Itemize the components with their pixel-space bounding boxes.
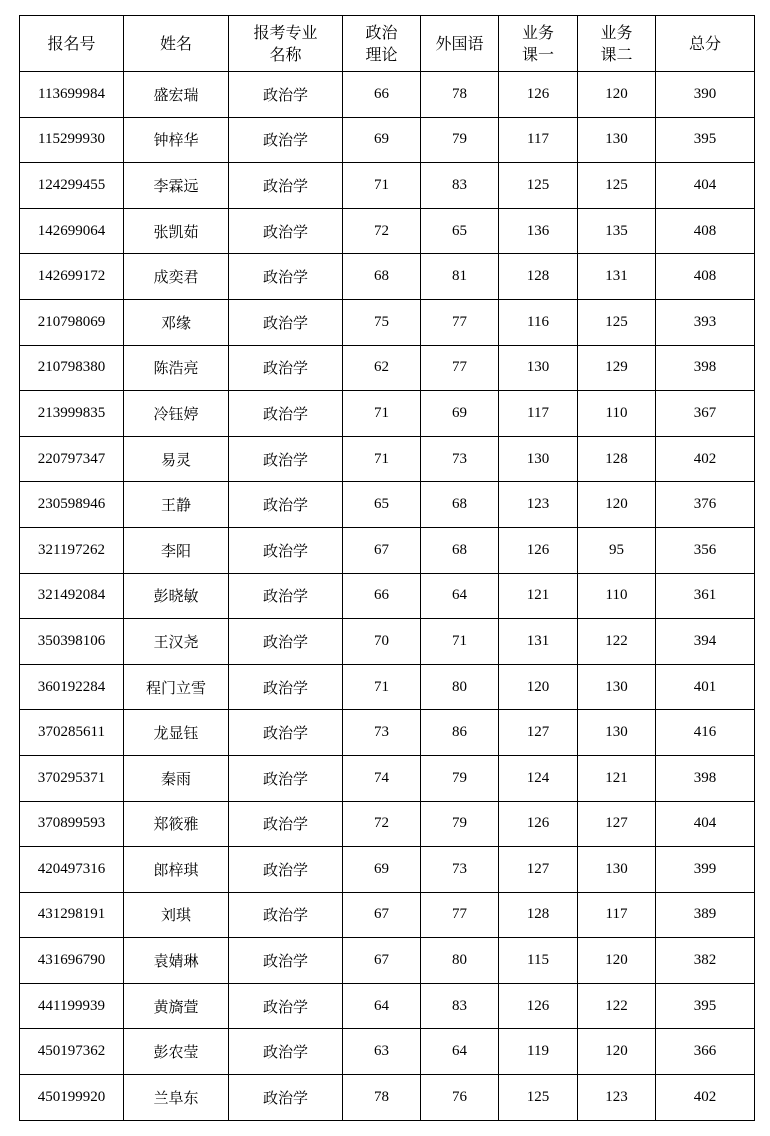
cell-course1: 117 — [499, 391, 578, 437]
cell-course2: 123 — [578, 1075, 656, 1121]
cell-id: 220797347 — [20, 436, 124, 482]
cell-total: 389 — [656, 892, 755, 938]
cell-id: 370295371 — [20, 755, 124, 801]
cell-total: 401 — [656, 664, 755, 710]
cell-id: 431298191 — [20, 892, 124, 938]
cell-name: 秦雨 — [124, 755, 229, 801]
cell-politics: 73 — [343, 710, 421, 756]
cell-course1: 124 — [499, 755, 578, 801]
cell-course1: 125 — [499, 1075, 578, 1121]
cell-course2: 120 — [578, 482, 656, 528]
cell-politics: 66 — [343, 72, 421, 118]
cell-id: 370285611 — [20, 710, 124, 756]
cell-course1: 128 — [499, 254, 578, 300]
cell-name: 彭晓敏 — [124, 573, 229, 619]
table-row — [20, 983, 755, 1029]
cell-major: 政治学 — [229, 664, 343, 710]
cell-language: 79 — [421, 801, 499, 847]
cell-language: 80 — [421, 938, 499, 984]
cell-total: 408 — [656, 208, 755, 254]
cell-course1: 119 — [499, 1029, 578, 1075]
cell-course1: 117 — [499, 117, 578, 163]
cell-total: 416 — [656, 710, 755, 756]
cell-name: 成奕君 — [124, 254, 229, 300]
cell-course1: 127 — [499, 710, 578, 756]
column-header-politics — [343, 16, 421, 72]
cell-language: 65 — [421, 208, 499, 254]
cell-name: 陈浩亮 — [124, 345, 229, 391]
cell-course1: 130 — [499, 345, 578, 391]
cell-course2: 127 — [578, 801, 656, 847]
cell-course1: 126 — [499, 983, 578, 1029]
cell-language: 80 — [421, 664, 499, 710]
table-row — [20, 573, 755, 619]
cell-course2: 130 — [578, 117, 656, 163]
cell-politics: 67 — [343, 892, 421, 938]
cell-total: 395 — [656, 983, 755, 1029]
cell-name: 刘琪 — [124, 892, 229, 938]
column-header-line: 课一 — [521, 44, 554, 64]
cell-id: 350398106 — [20, 619, 124, 665]
cell-language: 77 — [421, 345, 499, 391]
cell-major: 政治学 — [229, 299, 343, 345]
cell-major: 政治学 — [229, 710, 343, 756]
cell-language: 68 — [421, 482, 499, 528]
cell-politics: 66 — [343, 573, 421, 619]
cell-id: 115299930 — [20, 117, 124, 163]
cell-language: 71 — [421, 619, 499, 665]
cell-id: 142699172 — [20, 254, 124, 300]
cell-id: 321197262 — [20, 527, 124, 573]
cell-politics: 70 — [343, 619, 421, 665]
cell-total: 382 — [656, 938, 755, 984]
cell-total: 398 — [656, 345, 755, 391]
cell-course2: 130 — [578, 710, 656, 756]
cell-name: 黄旖萱 — [124, 983, 229, 1029]
cell-total: 367 — [656, 391, 755, 437]
cell-course2: 95 — [578, 527, 656, 573]
cell-id: 113699984 — [20, 72, 124, 118]
table-header-row — [20, 16, 755, 72]
table-row — [20, 619, 755, 665]
cell-id: 210798069 — [20, 299, 124, 345]
cell-language: 83 — [421, 983, 499, 1029]
cell-name: 郑筱雅 — [124, 801, 229, 847]
cell-politics: 74 — [343, 755, 421, 801]
column-header-line: 报名号 — [47, 33, 96, 53]
cell-course2: 131 — [578, 254, 656, 300]
cell-politics: 68 — [343, 254, 421, 300]
table-row — [20, 117, 755, 163]
cell-major: 政治学 — [229, 391, 343, 437]
table-row — [20, 163, 755, 209]
cell-name: 张凯茹 — [124, 208, 229, 254]
cell-major: 政治学 — [229, 1075, 343, 1121]
cell-name: 王汉尧 — [124, 619, 229, 665]
cell-politics: 67 — [343, 527, 421, 573]
cell-course1: 131 — [499, 619, 578, 665]
cell-id: 450197362 — [20, 1029, 124, 1075]
cell-language: 73 — [421, 436, 499, 482]
cell-language: 78 — [421, 72, 499, 118]
column-header-line: 理论 — [365, 44, 398, 64]
cell-course1: 125 — [499, 163, 578, 209]
cell-language: 77 — [421, 892, 499, 938]
cell-total: 366 — [656, 1029, 755, 1075]
table-row — [20, 710, 755, 756]
cell-course2: 135 — [578, 208, 656, 254]
cell-total: 394 — [656, 619, 755, 665]
score-table — [19, 15, 755, 1121]
cell-course2: 110 — [578, 573, 656, 619]
cell-major: 政治学 — [229, 573, 343, 619]
column-header-language — [421, 16, 499, 72]
cell-total: 395 — [656, 117, 755, 163]
cell-name: 钟梓华 — [124, 117, 229, 163]
cell-politics: 69 — [343, 117, 421, 163]
cell-language: 68 — [421, 527, 499, 573]
cell-id: 360192284 — [20, 664, 124, 710]
table-row — [20, 892, 755, 938]
column-header-line: 总分 — [688, 33, 721, 53]
table-row — [20, 1075, 755, 1121]
cell-total: 404 — [656, 801, 755, 847]
cell-language: 83 — [421, 163, 499, 209]
cell-id: 213999835 — [20, 391, 124, 437]
table-row — [20, 436, 755, 482]
cell-major: 政治学 — [229, 892, 343, 938]
cell-major: 政治学 — [229, 254, 343, 300]
table-row — [20, 254, 755, 300]
cell-course1: 121 — [499, 573, 578, 619]
column-header-line: 业务 — [521, 22, 554, 42]
cell-id: 124299455 — [20, 163, 124, 209]
cell-course1: 126 — [499, 527, 578, 573]
cell-course1: 136 — [499, 208, 578, 254]
cell-major: 政治学 — [229, 1029, 343, 1075]
cell-course2: 120 — [578, 1029, 656, 1075]
cell-id: 210798380 — [20, 345, 124, 391]
cell-total: 399 — [656, 847, 755, 893]
cell-language: 81 — [421, 254, 499, 300]
cell-total: 376 — [656, 482, 755, 528]
table-body — [20, 72, 755, 1121]
cell-politics: 64 — [343, 983, 421, 1029]
cell-course2: 121 — [578, 755, 656, 801]
column-header-course1 — [499, 16, 578, 72]
cell-language: 73 — [421, 847, 499, 893]
cell-course1: 128 — [499, 892, 578, 938]
cell-politics: 62 — [343, 345, 421, 391]
table-row — [20, 938, 755, 984]
cell-total: 402 — [656, 436, 755, 482]
cell-politics: 65 — [343, 482, 421, 528]
table-row — [20, 391, 755, 437]
column-header-course2 — [578, 16, 656, 72]
cell-language: 76 — [421, 1075, 499, 1121]
cell-course2: 129 — [578, 345, 656, 391]
cell-course1: 120 — [499, 664, 578, 710]
cell-major: 政治学 — [229, 482, 343, 528]
cell-language: 79 — [421, 755, 499, 801]
cell-course2: 122 — [578, 619, 656, 665]
cell-course1: 130 — [499, 436, 578, 482]
cell-course1: 115 — [499, 938, 578, 984]
column-header-total — [656, 16, 755, 72]
table-row — [20, 527, 755, 573]
cell-course2: 120 — [578, 72, 656, 118]
cell-politics: 71 — [343, 163, 421, 209]
cell-course1: 126 — [499, 801, 578, 847]
cell-language: 86 — [421, 710, 499, 756]
cell-politics: 71 — [343, 391, 421, 437]
cell-name: 袁婧琳 — [124, 938, 229, 984]
table-row — [20, 1029, 755, 1075]
cell-name: 李阳 — [124, 527, 229, 573]
cell-course2: 122 — [578, 983, 656, 1029]
cell-course2: 130 — [578, 664, 656, 710]
cell-name: 龙显钰 — [124, 710, 229, 756]
column-header-line: 名称 — [269, 44, 302, 64]
cell-id: 420497316 — [20, 847, 124, 893]
cell-major: 政治学 — [229, 208, 343, 254]
cell-language: 79 — [421, 117, 499, 163]
column-header-line: 政治 — [365, 22, 398, 42]
cell-total: 393 — [656, 299, 755, 345]
cell-total: 408 — [656, 254, 755, 300]
cell-major: 政治学 — [229, 938, 343, 984]
column-header-line: 课二 — [600, 44, 633, 64]
cell-politics: 78 — [343, 1075, 421, 1121]
table-row — [20, 801, 755, 847]
cell-course2: 130 — [578, 847, 656, 893]
cell-id: 450199920 — [20, 1075, 124, 1121]
cell-course2: 125 — [578, 299, 656, 345]
cell-name: 易灵 — [124, 436, 229, 482]
column-header-major — [229, 16, 343, 72]
cell-name: 冷钰婷 — [124, 391, 229, 437]
table-row — [20, 299, 755, 345]
column-header-line: 报考专业 — [253, 22, 318, 42]
cell-name: 彭农莹 — [124, 1029, 229, 1075]
cell-id: 321492084 — [20, 573, 124, 619]
cell-name: 王静 — [124, 482, 229, 528]
cell-course2: 117 — [578, 892, 656, 938]
table-row — [20, 755, 755, 801]
cell-major: 政治学 — [229, 801, 343, 847]
cell-id: 431696790 — [20, 938, 124, 984]
cell-total: 402 — [656, 1075, 755, 1121]
cell-total: 398 — [656, 755, 755, 801]
cell-id: 370899593 — [20, 801, 124, 847]
cell-course1: 126 — [499, 72, 578, 118]
cell-total: 404 — [656, 163, 755, 209]
cell-id: 142699064 — [20, 208, 124, 254]
cell-total: 390 — [656, 72, 755, 118]
cell-course1: 127 — [499, 847, 578, 893]
column-header-line: 业务 — [600, 22, 633, 42]
cell-id: 441199939 — [20, 983, 124, 1029]
cell-total: 356 — [656, 527, 755, 573]
table-row — [20, 847, 755, 893]
cell-course2: 110 — [578, 391, 656, 437]
cell-course2: 128 — [578, 436, 656, 482]
cell-major: 政治学 — [229, 619, 343, 665]
cell-course2: 120 — [578, 938, 656, 984]
column-header-line: 外国语 — [435, 33, 484, 53]
table-row — [20, 345, 755, 391]
cell-politics: 69 — [343, 847, 421, 893]
column-header-line: 姓名 — [159, 33, 192, 53]
cell-politics: 71 — [343, 436, 421, 482]
table-row — [20, 664, 755, 710]
cell-language: 69 — [421, 391, 499, 437]
cell-course2: 125 — [578, 163, 656, 209]
cell-name: 盛宏瑞 — [124, 72, 229, 118]
column-header-id — [20, 16, 124, 72]
cell-language: 64 — [421, 1029, 499, 1075]
cell-major: 政治学 — [229, 755, 343, 801]
table-row — [20, 208, 755, 254]
cell-total: 361 — [656, 573, 755, 619]
cell-major: 政治学 — [229, 527, 343, 573]
cell-politics: 75 — [343, 299, 421, 345]
cell-major: 政治学 — [229, 345, 343, 391]
cell-id: 230598946 — [20, 482, 124, 528]
cell-language: 77 — [421, 299, 499, 345]
cell-course1: 123 — [499, 482, 578, 528]
cell-politics: 63 — [343, 1029, 421, 1075]
cell-politics: 72 — [343, 801, 421, 847]
cell-name: 程门立雪 — [124, 664, 229, 710]
cell-major: 政治学 — [229, 72, 343, 118]
table-row — [20, 72, 755, 118]
cell-major: 政治学 — [229, 983, 343, 1029]
cell-major: 政治学 — [229, 117, 343, 163]
cell-major: 政治学 — [229, 163, 343, 209]
cell-name: 郎梓琪 — [124, 847, 229, 893]
cell-name: 邓缘 — [124, 299, 229, 345]
cell-politics: 71 — [343, 664, 421, 710]
cell-name: 兰阜东 — [124, 1075, 229, 1121]
table-row — [20, 482, 755, 528]
cell-major: 政治学 — [229, 847, 343, 893]
cell-politics: 72 — [343, 208, 421, 254]
cell-politics: 67 — [343, 938, 421, 984]
cell-major: 政治学 — [229, 436, 343, 482]
cell-course1: 116 — [499, 299, 578, 345]
cell-name: 李霖远 — [124, 163, 229, 209]
column-header-name — [124, 16, 229, 72]
cell-language: 64 — [421, 573, 499, 619]
